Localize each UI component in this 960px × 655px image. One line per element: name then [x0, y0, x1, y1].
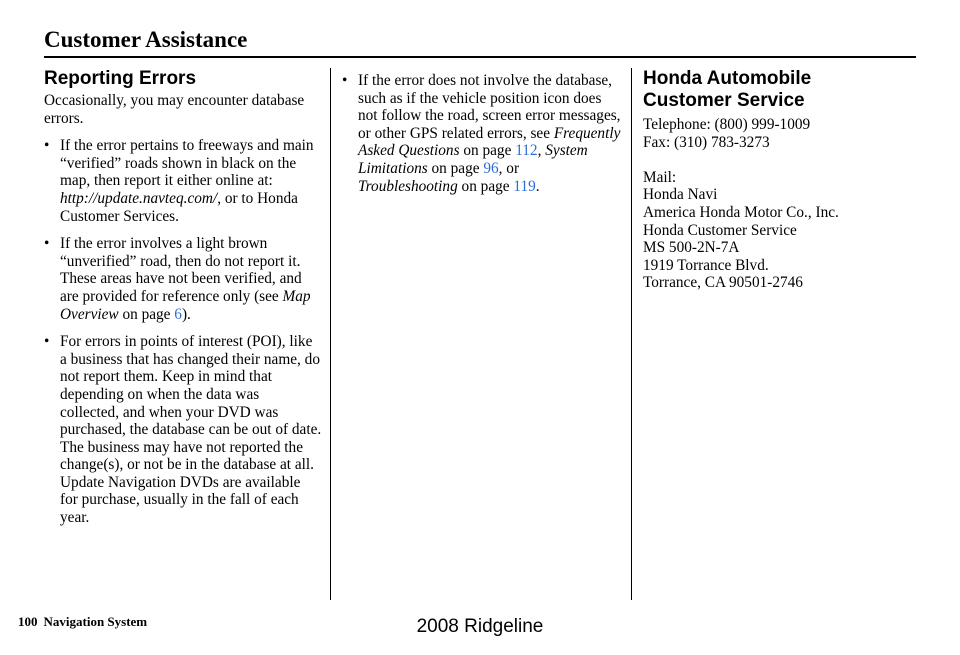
address-line: Honda Navi [643, 186, 718, 204]
on-page-text: on page [459, 142, 516, 160]
customer-service-column [643, 68, 913, 292]
bullet-freeways-tail: , or to Honda Customer Services. [60, 189, 298, 225]
map-overview-ref: Map Overview [60, 287, 311, 323]
fax: Fax: (310) 783-3273 [643, 133, 770, 151]
customer-service-heading-line2: Customer Service [643, 90, 805, 111]
bullet-non-database-text: If the error does not involve the database, such as if the vehicle position icon does not follow the road, screen error messages, or other GPS related errors, see [358, 72, 621, 142]
page-link-112[interactable]: 112 [515, 142, 538, 160]
page-number: 100 [18, 614, 38, 629]
bullet-non-database-end: . [535, 177, 540, 195]
address-line: America Honda Motor Co., Inc. [643, 203, 839, 221]
mail-label: Mail: [643, 168, 677, 186]
header-divider [44, 56, 916, 58]
separator: , or [498, 159, 520, 177]
on-page-text: on page [118, 305, 175, 323]
reporting-errors-heading: Reporting Errors [44, 68, 197, 89]
address-line: 1919 Torrance Blvd. [643, 256, 769, 274]
telephone: Telephone: (800) 999-1009 [643, 116, 811, 133]
on-page-text: on page [457, 177, 514, 195]
bullet-freeways-text: If the error pertains to freeways and main “verified” roads shown in black on the map, then report it either online at: [60, 137, 314, 190]
footer-section: Navigation System [43, 614, 148, 629]
bullet-unverified-roads [44, 235, 322, 323]
page-link-119[interactable]: 119 [513, 177, 536, 195]
page-link-96[interactable]: 96 [483, 159, 499, 177]
contact-info [643, 116, 913, 292]
spacer [643, 151, 913, 169]
page-link-6[interactable]: 6 [174, 305, 182, 323]
faq-ref: Frequently Asked Questions [358, 124, 621, 160]
bullet-poi-errors [44, 333, 322, 527]
watermark-text: 2008 Ridgeline [416, 616, 544, 637]
separator: , [537, 142, 546, 160]
reporting-intro: Occasionally, you may encounter database errors. [44, 92, 305, 127]
column-divider-left [330, 68, 331, 600]
bullet-unverified-text: If the error involves a light brown “unverified” road, then do not report it. These areas have not been verified, and are provided for reference only (see [60, 235, 302, 305]
navteq-url-link[interactable]: http://update.navteq.com/ [60, 189, 218, 207]
troubleshooting-ref: Troubleshooting [358, 177, 458, 195]
bullet-unverified-end: ). [181, 305, 191, 323]
reporting-errors-continued-column [342, 68, 622, 195]
column-divider-right [631, 68, 632, 600]
on-page-text: on page [427, 159, 484, 177]
reporting-errors-column [44, 68, 322, 527]
bullet-non-database [342, 72, 622, 195]
bullet-poi-text: For errors in points of interest (POI), like a business that has changed their name, do not report them. Keep in mind that depending on when the data was collected, and when your DVD was purchased, the database can be out of date. The business may have not reported the change(s), or not be in the database at all. Update Navigation DVDs are available for purchase, usually in the fall of each year. [60, 333, 322, 527]
address-line: MS 500-2N-7A [643, 239, 740, 257]
bullet-freeways [44, 137, 322, 225]
page-title: Customer Assistance [44, 27, 248, 52]
customer-service-heading [643, 68, 913, 112]
address-line: Torrance, CA 90501-2746 [643, 274, 803, 292]
address-line: Honda Customer Service [643, 221, 797, 239]
customer-service-heading-line1: Honda Automobile [643, 68, 812, 89]
system-limitations-ref: System Limitations [358, 142, 588, 177]
